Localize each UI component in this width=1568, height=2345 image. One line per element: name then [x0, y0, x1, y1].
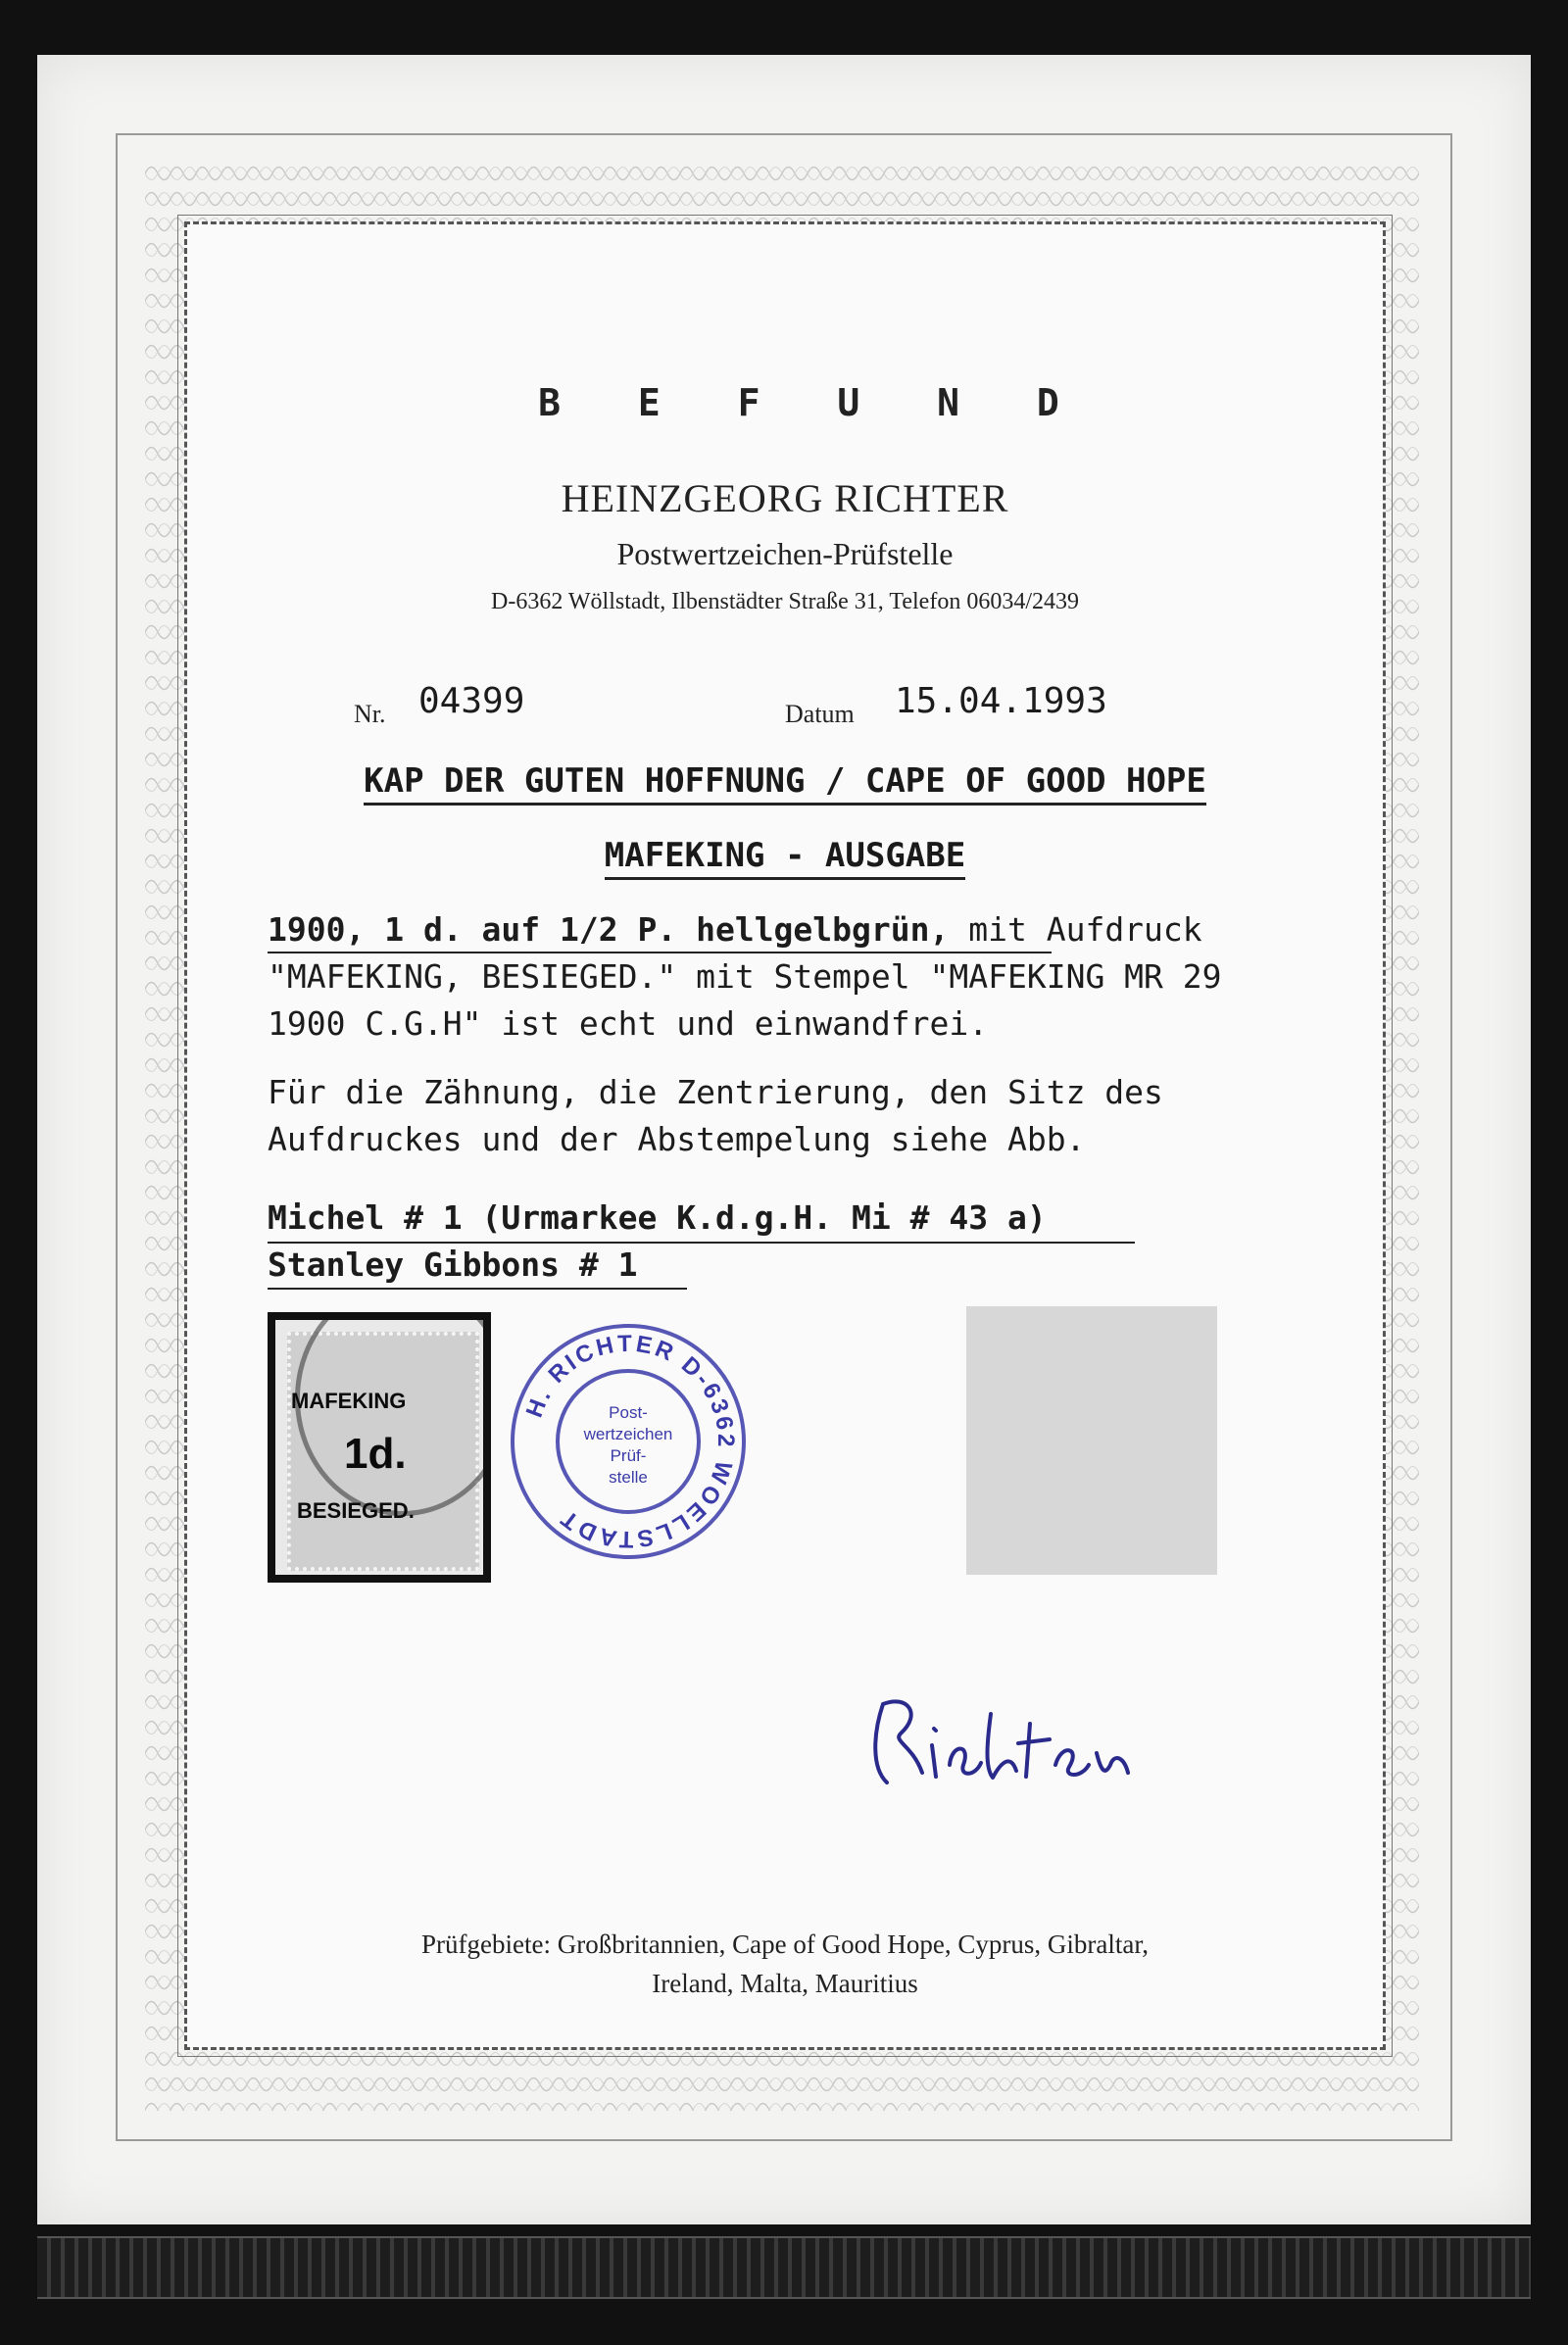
description-line-3: 1900 C.G.H" ist echt und einwandfrei.	[268, 1004, 989, 1043]
footer-line-1: Prüfgebiete: Großbritannien, Cape of Good Hope, Cyprus, Gibraltar,	[421, 1930, 1149, 1959]
description-line-2: "MAFEKING, BESIEGED." mit Stempel "MAFEKING MR 29	[268, 957, 1222, 996]
seal-ring-text: H. RICHTER D-6362 WOELLSTADT	[520, 1330, 740, 1553]
certificate-title: B E F U N D	[538, 381, 1087, 424]
datum-label: Datum	[785, 700, 855, 728]
description-line-1-rest: mit Aufdruck	[949, 910, 1202, 949]
nr-label: Nr.	[354, 700, 386, 728]
album-sheet	[37, 55, 1531, 2224]
stamp-identification: 1900, 1 d. auf 1/2 P. hellgelbgrün,	[268, 910, 950, 949]
overprint-mafeking: MAFEKING	[291, 1389, 407, 1413]
examiner-name: HEINZGEORG RICHTER	[561, 476, 1009, 520]
notes-line-1: Für die Zähnung, die Zentrierung, den Sitz des	[268, 1073, 1163, 1111]
stamp-image	[275, 1320, 483, 1575]
country-heading	[187, 761, 1383, 801]
examiner-role: Postwertzeichen-Prüfstelle	[616, 536, 954, 571]
stamp-identification-underline	[268, 952, 1052, 953]
examiner-address: D-6362 Wöllstadt, Ilbenstädter Straße 31, Telefon 06034/2439	[491, 589, 1079, 614]
seal-center-line-2: wertzeichen	[583, 1425, 673, 1443]
issue-heading-text: MAFEKING - AUSGABE	[605, 836, 965, 880]
notes-line-2: Aufdruckes und der Abstempelung siehe Abb.	[268, 1120, 1086, 1158]
overprint-value: 1d.	[344, 1430, 407, 1478]
seal-center-line-4: stelle	[609, 1468, 648, 1487]
issue-heading	[187, 836, 1383, 875]
overprint-besieged: BESIEGED.	[297, 1498, 415, 1523]
album-binder-strip	[37, 2236, 1531, 2299]
seal-center-line-1: Post-	[609, 1403, 648, 1422]
examiner-signature	[854, 1675, 1148, 1802]
stanley-gibbons-catalog: Stanley Gibbons # 1	[268, 1246, 638, 1284]
michel-underline	[268, 1242, 1135, 1244]
certificate-date: 15.04.1993	[895, 681, 1107, 721]
country-heading-text: KAP DER GUTEN HOFFNUNG / CAPE OF GOOD HOPE	[364, 761, 1206, 806]
description-line-1	[268, 910, 1202, 949]
examiner-seal-stamp	[507, 1320, 750, 1563]
certificate-number: 04399	[418, 681, 525, 721]
michel-catalog: Michel # 1 (Urmarkee K.d.g.H. Mi # 43 a)	[268, 1198, 1047, 1237]
footer-line-2: Ireland, Malta, Mauritius	[652, 1969, 918, 1998]
seal-center-line-3: Prüf-	[610, 1446, 647, 1465]
sg-underline	[268, 1288, 687, 1290]
stamp-photo	[268, 1312, 491, 1583]
certificate-frame	[184, 221, 1386, 2050]
photo-placeholder	[966, 1306, 1217, 1575]
